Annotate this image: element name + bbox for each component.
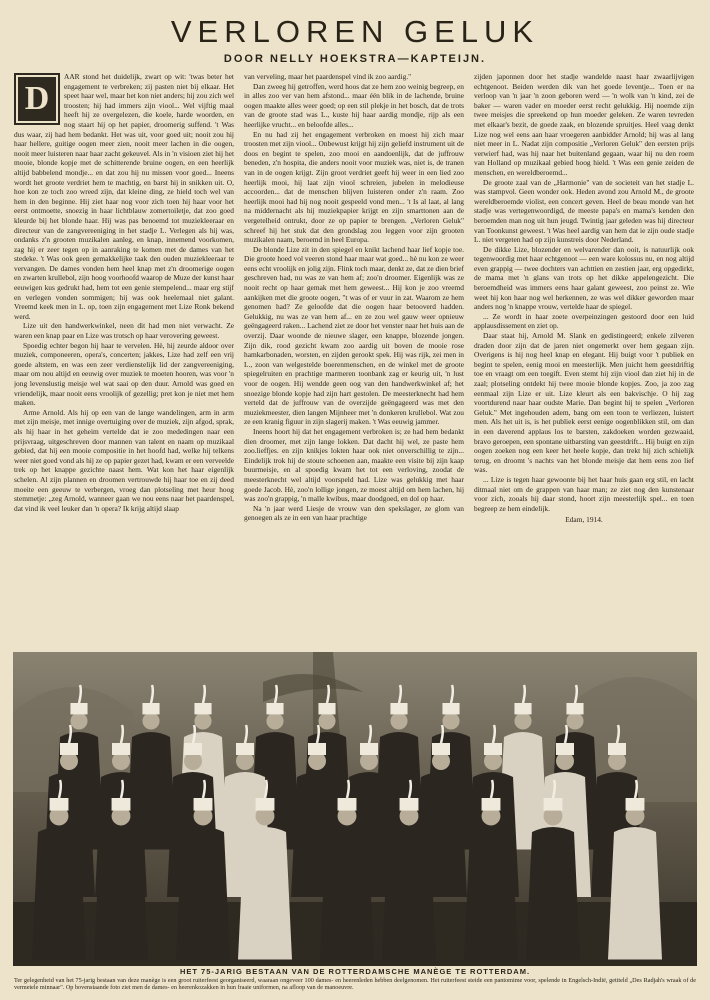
paragraph: De groote zaal van de „Harmonie" van de societeit van het stadje L. was stampvol. Geen wonder ook. Heden avond zou Arnold M., de groote wereldberoemde violist, een concert geven. Heel de beau monde van het stadje was vertegenwoordigd, de meeste papa's en mama's kenden den beroemden man nog uit hun jeugd. Twintig jaar geleden was hij directeur van Toonkunst geweest. 't Was heel aardig van hem dat ie zijn oude stadje L. niet vergeten had op zijn kunstreis door Nederland. [474, 177, 694, 245]
column-1 [14, 72, 234, 647]
article-signature: Edam, 1914. [565, 515, 603, 525]
paragraph: Dan zweeg hij getroffen, werd hoos dat ze hem zoo weinig begreep, en in alles zoo ver van hem afstond... maar één blik in de lachende, bruine oogen maakte alles weer goed; op een stil plekje in het bosch, dat de trots van de groote stad was L., kuste hij haar aardig mondje, rijp als een heerlijke vrucht... en beloofde alles... [244, 81, 464, 129]
drop-cap: D [14, 73, 60, 125]
paragraph: Ineens hoort hij dat het engagement verbroken is; ze had hem bedankt dien droomer, met zijn lange lokken. Dat dacht hij wel, ze paste hem zoo.lieffjes. en zijn knikjes lokten haar ook niet onverschillig te zijn... Eindelijk trok hij de stoute schoenen aan, maakte een visite bij zijn kaap buurmeisje, en al spoedig kwam het tot een verloving, zoodat de meesterknecht wel altijd voorspeld had. Lize was gelukkig met haar goede Jacob. Hè, zoo'n lollige jongen, ze moest altijd om hem lachen, hij was zoo'n grappig, 'n malle kwibus, maar doodgoed, en dol op haar. [244, 426, 464, 504]
column-3 [474, 72, 694, 647]
paragraph: En nu had zij het engagement verbroken en moest hij zich maar troosten met zijn viool... Onbewust krijgt hij zijn geliefd instrument uit de doos en begint te spelen, zoo mooi en aandoenlijk, dat de juffrouw beneden, z'n hospita, die anders nooit voor muziek was, niet is, de tranen van in de oogen krijgt. Zijn groot verdriet geeft hij weer in een lied zoo heerlijk mooi, hij laat zijn viool schreien, jubelen in melodieuse accoorden... dat de menschen blijven luisteren onder z'n raam. Zoo heerlijk mooi had hij nog nooit gespeeld vond men... 't Is al laat, al lang na middernacht als hij muziekpapier krijgt en zijn smarttonen aan de vergetelheid ontrukt, door ze op papier te brengen. „Verloren Geluk" schreef hij het stuk dat den grondslag zou leggen voor zijn grooten muzikalen naam, beroemd in heel Europa. [244, 129, 464, 245]
paragraph: ... Ze wordt in haar zoete overpeinzingen gestoord door een luid applausdissement en ziet op. [474, 311, 694, 331]
column-2 [244, 72, 464, 647]
paragraph: De blonde Lize zit in den spiegel en knikt lachend haar lief kopje toe. Die groote hoed vol veeren stond haar maar wat goed... hè nu kon ze weer eens echt vroolijk en jolig zijn. Flink toch maar, denkt ze, dat ze dien brief geschreven had, nu was ze van hem af; zoo'n droomer. Eigenlijk was ze nooit recht op haar gemak met hem geweest... Hij kon je zoo vreemd aankijken met die groote oogen, "t was of er vuur in zat. Waarom ze hem genomen had? Ze geloofde dat die oogen haar betooverd hadden. Gelukkig, nu was ze van hem af... en ze zou wel gauw weer opnieuw geëngageerd raken... Lachend ziet ze door het venster naar het huis aan de overzij. Daar woonde de nieuwe slager, een knappe, blozende jongen. Zijn dik, rood gezicht kwam zoo aardig uit boven de mooie rose hamkarbonaden, worsten, en zijden gerookt spek. Hij was rijk, zei men in L., zoon van welgestelde boerenmenschen, en de winkel met de groote spiegelruiten en prachtige marmeren toonbank zag er keurig uit, 'n lust voor de oogen. Hij wendde geen oog van den handwerkwinkel af; het snoezige blonde kopje had zijn hart gestolen. De meesterknecht had hem verteld dat de juffrouw van de overzijde geëngageerd was met den muziekmeester, dien langen Mijnheer met 'n donkeren krullebol. Wat zou ze een kranig figuur in zijn slagerij maken. 't Was eeuwig jammer. [244, 244, 464, 427]
paragraph: ... Lize is tegen haar gewoonte bij het haar huis gaan erg stil, en lacht ditmaal niet om de grappen van haar man; ze ziet nog den kunstenaar voor zich, zooals hij daar stond, hoort zijn meesterlijk spel... en toen begreep ze hem eindelijk. [474, 474, 694, 513]
paragraph: De dikke Lize, blozender en welvarender dan ooit, is natuurlijk ook tegenwoordig met haar echtgenoot — een ware kolossus nu, en nog altijd even grappig — twee dochters van achttien en zestien jaar, erg opgedirkt, de mama met 'n glans van trots op het dikke appelengezicht. Die beroemdheid was immers eens haar galant geweest, zoo peinst ze. Wie weet hij kon haar nog wel herkennen, ze was wel dikker geworden maar anders nog 'n knappe vrouw, vertelde haar de spiegel. [474, 244, 694, 312]
photo-caption-title: HET 75-JARIG BESTAAN VAN DE ROTTERDAMSCHE MANÈGE TE ROTTERDAM. [179, 967, 531, 976]
paragraph: Arme Arnold. Als hij op een van de lange wandelingen, arm in arm met zijn meisje, met innige overtuiging over de muziek, zijn afgod, sprak, als hij haar in het geheim vertelde dat ie zoo mededingen naar een prijsvraag, uitgeschreven door mannen van talent en naam op muzikaal gebied, dat hij een mooie compositie in het hoofd had, welke hij telkens weer niet goed vond als hij ze op papier gezet had, kwam er een verveelde trek op het knappe gezichte naast hem. Wat kon het haar eigenlijk schelen. Al zijn plannen en droomen vertrouwde hij haar toe en zij deed moeite een geeuw te verbergen, vroeg dan plotseling met heur hoog stemmetje: „zeg Arnold, wanneer gaan we nou eens naar het paardenspel, dat vind ik veel leuker dan 'n opera? Ik krijg altijd slaap [14, 407, 234, 513]
paragraph: van verveling, maar het paardenspel vind ik zoo aardig." [244, 72, 412, 81]
article-byline: DOOR NELLY HOEKSTRA—KAPTEIJN. [223, 53, 487, 65]
article-title: VERLOREN GELUK [170, 14, 540, 49]
paragraph: zijden japonnen door het stadje wandelde naast haar zwaarlijvigen echtgenoot. Beiden werden dik van het goede leventje... Toen er na verloop van 'n jaar 'n zoon geboren werd — 'n wolk van 'n kind, zei de baker — waren vader en moeder eerst recht gelukkig. Hij noemde zijn twee meisjes die spreekend op hun moeder geleken. Ze waren tevreden met elkaar's bezit, de goede zaak, en blozende spruitjes. Heel vaag denkt Lize nog wel eens aan haar vroegeren aanbidder Arnold; hij was al lang niet meer in L. Nadat zijn compositie „Verloren Geluk" den eersten prijs verwierf had, was hij naar het buitenland gegaan, waar hij nu den roem van Holland op muzikaal gebied hoog hield. 't Was een genie zeiden de menschen, en wereldberoemd... [474, 72, 694, 177]
group-photo [13, 652, 697, 966]
photo-caption-text: Ter gelegenheid van het 75-jarig bestaan van deze manège is een groot ruiterfeest georganiseerd, waaraan ongeveer 100 dames- en heerenleden hebben deelgenomen. Het ruiterfeest steide een pantomime voor, spelende in Engelsch-Indië, getiteld „Des Radjah's wraak of de vermetele minnaar". Op bovenstaande foto ziet men de dames- en heerenkozakken in hun fraaie uniformen, na afloop van de manoeuvre. [14, 977, 696, 992]
article-body [14, 72, 696, 647]
paragraph: Na 'n jaar werd Liesje de vrouw van den spekslager, ze glom van genoegen als ze in een van haar prachtige [244, 503, 464, 523]
paragraph: Daar staat hij, Arnold M. Slank en gedistingeerd; enkele zilveren draden door zijn dat de jaren niet ongemerkt over hem gegaan zijn. Overigens is hij nog heel knap en elegant. Hij buigt voor 't publiek en begint te spelen, eenig mooi en meesterlijk. Men juicht hem geestdriftig toe en vraagt om een toegift. Even stemt hij zijn viool dan ziet hij in de zaal; plotseling ontdekt hij twee mooie blonde kopjes. Zoo, ja zoo zag eenmaal zijn Lize er uit. Lize kleurt als een bakvischje. O hij zag voortdurend naar haar oudste Marie. Dan begint hij te spelen „Verloren Geluk." Met ingehouden adem, bang om een toon te verliezen, luistert men. Als het uit is, is het publiek eerst eenige oogenblikken stil, om dan in een daverend applaus los te barsten, zakdoeken worden gezwaaid, bravo geroepen, een spontane uitbarsting van geestdrift... Hij buigt en zijn oogen zoeken nog een keer het heele kopje, dan trekt hij zich schielijk terug, en droomt 's nachts van het blonde meisje dat hem eens zoo lief was. [474, 331, 694, 475]
paragraph: Lize uit den handwerkwinkel, neen dit had men niet verwacht. Ze waren een knap paar en Lize was trotsch op haar verovering geweest. [14, 321, 234, 341]
paragraph: Spoedig echter begon hij haar te vervelen. Hè, hij zeurde aldoor over muziek, componeeren, opera's, concerten; jakkes, Lize had zelf een vrij goede altstem, en was een zeer verdienstelijk lid der zangvereeniging, maar om nou altijd en eeuwig over muziek te moeten hooren, was voor 'n jong levenslustig meisje wel wat saai op den duur. Arnold was goed en vriendelijk, maar nooit eens vroolijk of gezellig; pret kon je niet met hem maken. [14, 340, 234, 408]
paragraph: AAR stond het duidelijk, zwart op wit: 'twas beter het engagement te verbreken; zij pasten niet bij elkaar. Het speet haar wel, maar het kon niet anders; hij zou zich wel troosten; hij had immers zijn viool... Wel vijftig maal heeft hij ze overgelezen, die koele, harde woorden, en nog staart hij op het papier, droomerig suffend. 't Was dus waar, zij had hem bedankt. Het was uit, voor goed uit; nooit zou hij haar hellere, guitige oogen meer zien, nooit meer lachen in die oogen, nooit meer luisteren naar haar zacht gekeuvel. Als in 'n visioen ziet hij het mooie, blonde kopje met de schitterende bruine oogen, en een heerlijk altijd babbelend mondje... en dat zou hij nu missen voor goed... Ineens wordt het groote verdriet hem te machtig, en barst hij in snikken uit. O, hoe kon ze toch zoo wreed zijn, dat kleine ding, ze hield toch wel van hem in den beginne. Hij ziet haar nog voor zich toen hij haar voor het eerst ontmoette, snoezig in haar lichtblauw zomertoiletje, dat zoo goed kleurde bij het blonde haar. Hij was pas benoemd tot muziekleeraar en directeur van de zangvereeniging in het stadje L. Verlegen als hij was, ondanks z'n grooten muzikalen aanleg, en knap, innemend voorkomen, zag hij er zeer tegen op in aanraking te komen met de dames van het stedeke. 't Was ook geen gemakkelijke taak den ouden muziekleeraar te vervangen. De dames vonden hem heel knap met z'n droomerige oogen en zwarten krullebol, zijn hoog voorhoofd waarop de Muze der kunst haar eeuwigen kus gedrukt had, hem tot een genie stempelend... maar erg stijf en verlegen vonden sommigen; hij was ook heelemaal niet galant. Vreemd keek men in L. op, toen zijn engagement met Lize Ronk bekend werd. [14, 72, 234, 321]
